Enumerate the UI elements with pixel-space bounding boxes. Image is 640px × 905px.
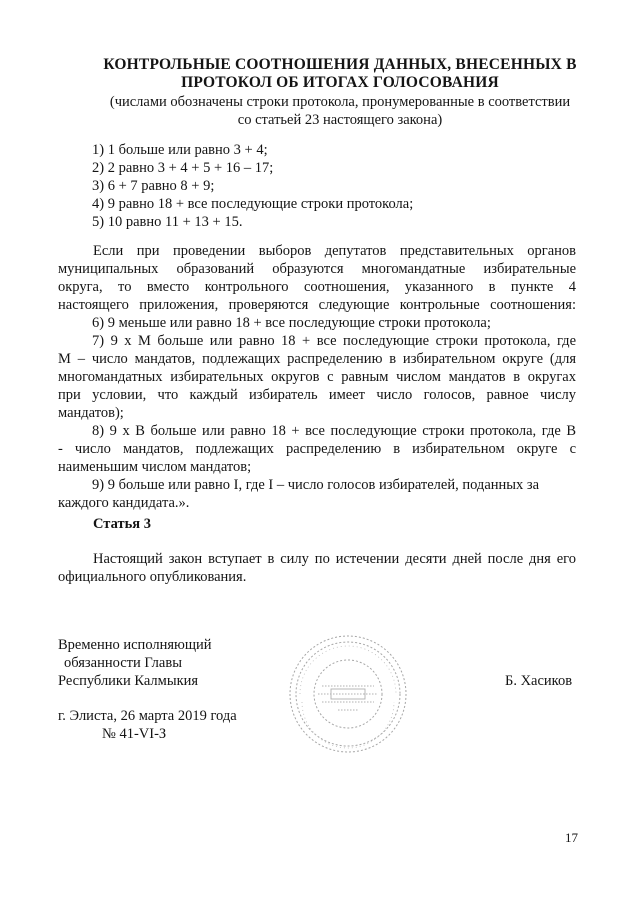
ratio-item-8-line-2: - число мандатов, подлежащих распределению в избирательном округе с (58, 441, 576, 457)
ratio-item-7-line-1: 7) 9 х М больше или равно 18 + все последующие строки протокола, где (92, 333, 576, 349)
ratio-item-2: 2) 2 равно 3 + 4 + 5 + 16 – 17; (92, 160, 274, 176)
page-number: 17 (565, 830, 578, 845)
subtitle-line-1: (числами обозначены строки протокола, пронумерованные в соответствии (109, 94, 571, 110)
subtitle-line-2: со статьей 23 настоящего закона) (237, 112, 443, 128)
signer-name: Б. Хасиков (505, 673, 573, 689)
ratio-item-6: 6) 9 меньше или равно 18 + все последующие строки протокола; (92, 315, 491, 331)
ratio-item-3: 3) 6 + 7 равно 8 + 9; (92, 178, 215, 194)
ratio-item-5: 5) 10 равно 11 + 13 + 15. (92, 214, 243, 230)
paragraph-line-1: Если при проведении выборов депутатов представительных органов (93, 243, 576, 259)
title-line-2: ПРОТОКОЛ ОБ ИТОГАХ ГОЛОСОВАНИЯ (181, 74, 499, 91)
ratio-item-7-line-5: мандатов); (58, 405, 124, 421)
ratio-item-8-line-1: 8) 9 х В больше или равно 18 + все последующие строки протокола, где В (92, 423, 576, 439)
ratio-item-9-line-1: 9) 9 больше или равно I, где I – число голосов избирателей, поданных за (92, 477, 540, 493)
paragraph-line-2: муниципальных образований образуются многомандатные избирательные (58, 261, 576, 277)
law-number: № 41-VI-З (102, 726, 167, 742)
ratio-item-7-line-2: М – число мандатов, подлежащих распределению в избирательном округе (для (58, 351, 576, 367)
ratio-item-1: 1) 1 больше или равно 3 + 4; (92, 142, 268, 158)
article-line-1: Настоящий закон вступает в силу по истечении десяти дней после дня его (93, 551, 576, 567)
signer-position-line-2: обязанности Главы (64, 655, 182, 671)
paragraph-line-4: настоящего приложения, проверяются следующие контрольные соотношения: (58, 297, 576, 313)
signer-position-line-1: Временно исполняющий (58, 637, 212, 653)
signer-position-line-3: Республики Калмыкия (58, 673, 199, 689)
ratio-item-7-line-3: многомандатных избирательных округов с равным числом мандатов в округах (58, 369, 576, 385)
paragraph-line-3: округа, то вместо контрольного соотношения, указанного в пункте 4 (58, 279, 576, 295)
title-line-1: КОНТРОЛЬНЫЕ СООТНОШЕНИЯ ДАННЫХ, ВНЕСЕННЫХ В (103, 56, 577, 73)
ratio-item-7-line-4: при условии, что каждый избиратель имеет число голосов, равное числу (58, 387, 576, 403)
official-seal (286, 632, 410, 761)
place-date: г. Элиста, 26 марта 2019 года (58, 708, 237, 724)
ratio-item-8-line-3: наименьшим числом мандатов; (58, 459, 252, 475)
article-heading: Статья 3 (93, 516, 151, 532)
article-line-2: официального опубликования. (58, 569, 247, 585)
ratio-item-9-line-2: каждого кандидата.». (58, 495, 190, 511)
ratio-item-4: 4) 9 равно 18 + все последующие строки протокола; (92, 196, 414, 212)
